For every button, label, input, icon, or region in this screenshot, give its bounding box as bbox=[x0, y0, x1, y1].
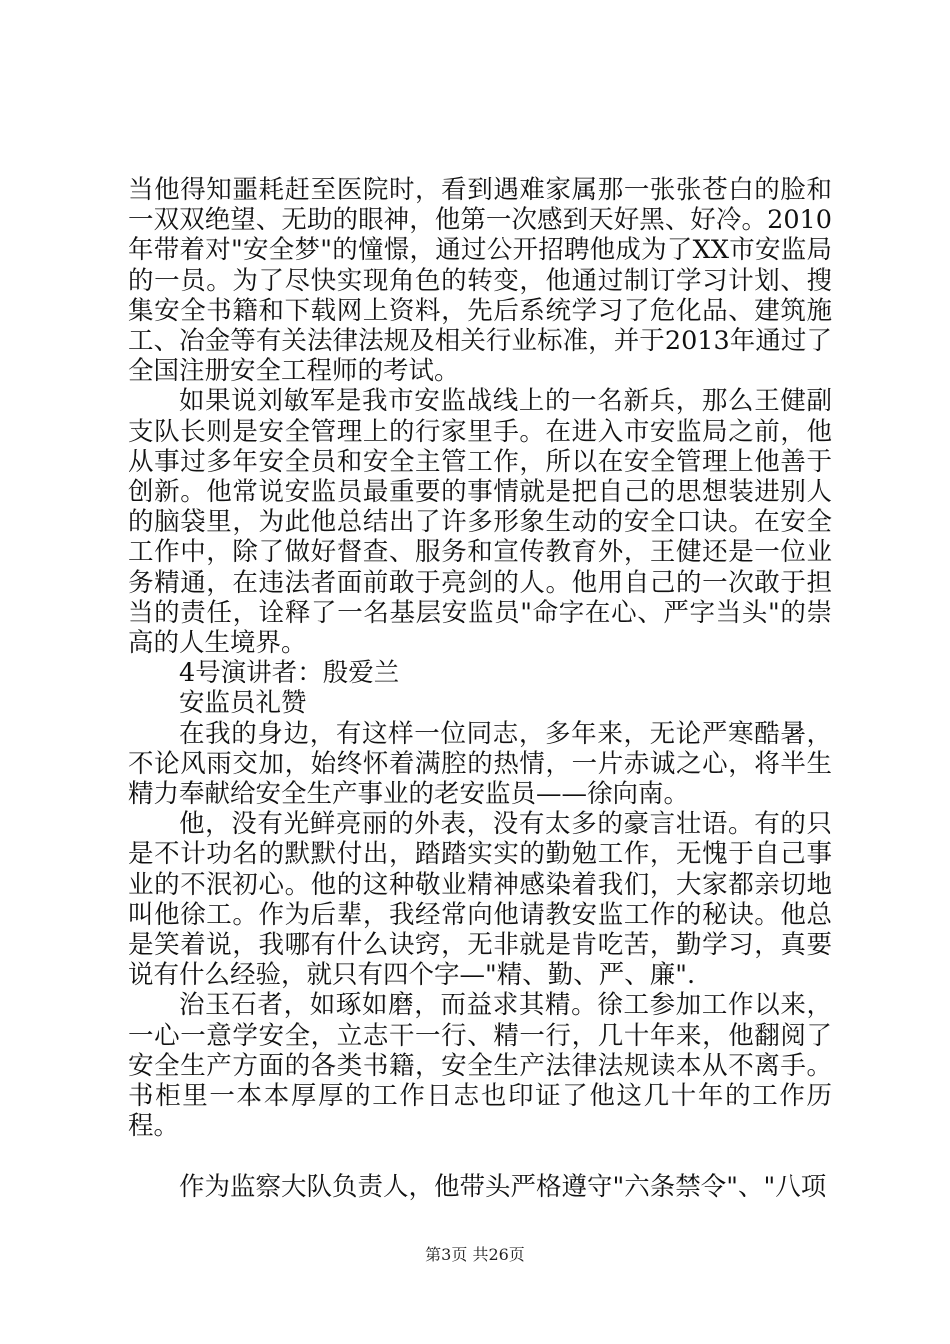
paragraph: 当他得知噩耗赶至医院时，看到遇难家属那一张张苍白的脸和一双双绝望、无助的眼神，他第一次感到天好黑、好冷。2010年带着对"安全梦"的憧憬，通过公开招聘他成为了XX市安监局的一员。为了尽快实现角色的转变，他通过制订学习计划、搜集安全书籍和下载网上资料，先后系统学习了危化品、建筑施工、冶金等有关法律法规及相关行业标准，并于2013年通过了全国注册安全工程师的考试。 bbox=[128, 175, 832, 387]
speaker-heading: 4号演讲者：殷爱兰 bbox=[179, 658, 400, 689]
paragraph: 如果说刘敏军是我市安监战线上的一名新兵，那么王健副支队长则是安全管理上的行家里手。在进入市安监局之前，他从事过多年安全员和安全主管工作，所以在安全管理上他善于创新。他常说安监员最重要的事情就是把自己的思想装进别人的脑袋里，为此他总结出了许多形象生动的安全口诀。在安全工作中，除了做好督查、服务和宣传教育外，王健还是一位业务精通，在违法者面前敢于亮剑的人。他用自己的一次敢于担当的责任，诠释了一名基层安监员"命字在心、严字当头"的崇高的人生境界。 bbox=[128, 386, 832, 659]
document-body bbox=[128, 175, 832, 1202]
paragraph: 在我的身边，有这样一位同志，多年来，无论严寒酷暑，不论风雨交加，始终怀着满腔的热情，一片赤诚之心，将半生精力奉献给安全生产事业的老安监员——徐向南。 bbox=[128, 718, 832, 810]
paragraph: 他，没有光鲜亮丽的外表，没有太多的豪言壮语。有的只是不计功名的默默付出，踏踏实实的勤勉工作，无愧于自己事业的不泯初心。他的这种敬业精神感染着我们，大家都亲切地叫他徐工。作为后辈，我经常向他请教安监工作的秘诀。他总是笑着说，我哪有什么诀窍，无非就是肯吃苦，勤学习，真要说有什么经验，就只有四个字—"精、勤、严、廉". bbox=[128, 809, 832, 991]
page-number-footer: 第3页 共26页 bbox=[425, 1245, 525, 1264]
paragraph: 治玉石者，如琢如磨，而益求其精。徐工参加工作以来，一心一意学安全，立志干一行、精一行，几十年来，他翻阅了安全生产方面的各类书籍，安全生产法律法规读本从不离手。书柜里一本本厚厚的工作日志也印证了他这几十年的工作历程。 bbox=[128, 990, 832, 1142]
paragraph: 作为监察大队负责人，他带头严格遵守"六条禁令"、"八项 bbox=[179, 1171, 827, 1202]
speech-title: 安监员礼赞 bbox=[179, 688, 307, 719]
